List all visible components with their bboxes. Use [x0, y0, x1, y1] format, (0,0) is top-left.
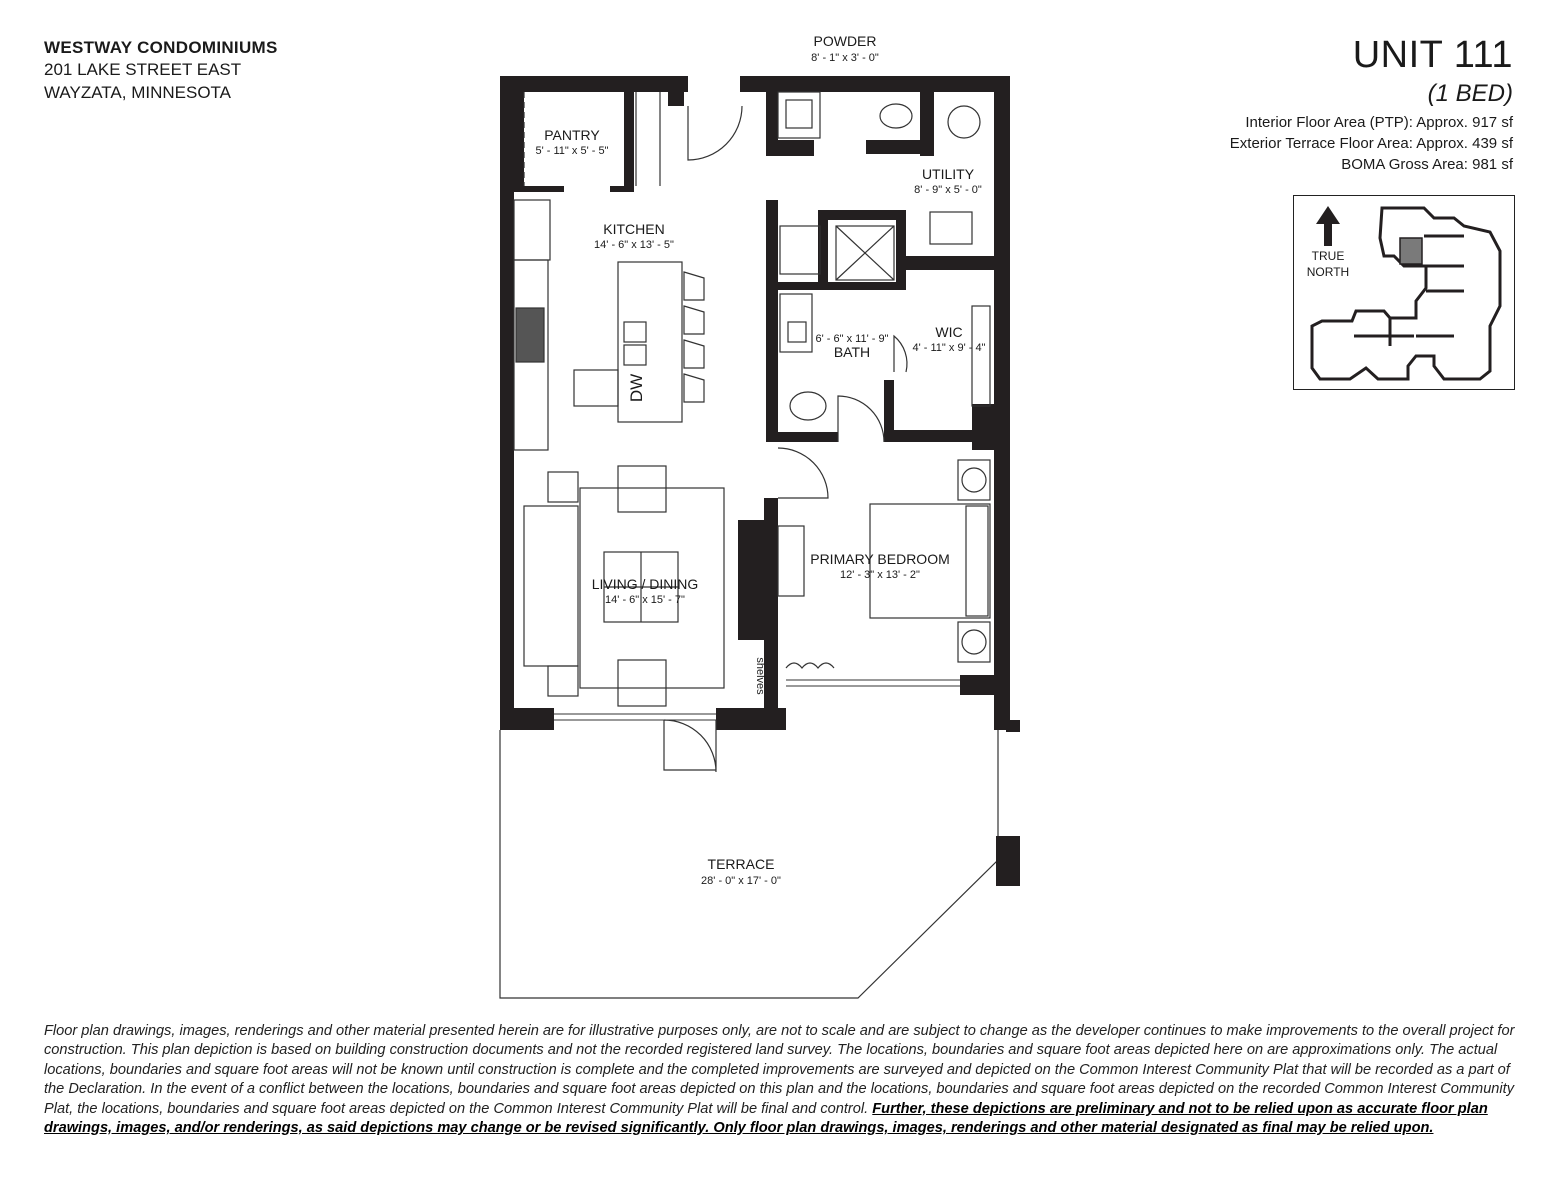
north-label-line-1: TRUE [1311, 249, 1345, 263]
kitchen-label: KITCHEN [603, 221, 665, 237]
wic-dim: 4' - 11" x 9' - 4" [912, 342, 986, 354]
kitchen-dim: 14' - 6" x 13' - 5" [594, 239, 674, 251]
terrace-label: TERRACE [707, 856, 775, 872]
bedroom-label: PRIMARY BEDROOM [810, 551, 950, 567]
wic-label: WIC [935, 324, 963, 340]
building-footprint [1312, 208, 1500, 379]
pantry-dim: 5' - 11" x 5' - 5" [535, 145, 609, 157]
living-dim: 14' - 6" x 15' - 7" [605, 594, 685, 606]
shelves-label: shelves [754, 657, 766, 695]
bedroom-dim: 12' - 3" x 13' - 2" [840, 569, 920, 581]
boma-area [1230, 154, 1513, 175]
project-name: WESTWAY CONDOMINIUMS [44, 38, 278, 57]
interior-area-label: Interior Floor Area (PTP): [1245, 114, 1413, 131]
north-arrow-icon [1316, 206, 1340, 246]
exterior-area-label: Exterior Terrace Floor Area: [1229, 135, 1413, 152]
pantry-label: PANTRY [544, 127, 600, 143]
address-line-2: WAYZATA, MINNESOTA [44, 83, 231, 102]
living-label: LIVING / DINING [591, 576, 699, 592]
disclaimer [44, 1022, 1519, 1138]
key-plan [1293, 195, 1515, 390]
unit-highlight [1400, 238, 1422, 264]
interior-area-value: Approx. 917 sf [1416, 114, 1513, 131]
utility-dim: 8' - 9" x 5' - 0" [914, 184, 982, 196]
utility-label: UTILITY [921, 166, 975, 182]
powder-dim: 8' - 1" x 3' - 0" [811, 52, 879, 64]
disclaimer-text: Floor plan drawings, images, renderings and other material presented herein are for illustrative purposes only, are not to scale and are subject to change as the developer continues to make improvements to the overall project for construction. This plan depiction is based on building construction documents and not the recorded registered land survey. The locations, boundaries and square foot areas depicted here on are approximations only. The actual locations, boundaries and square foot areas will not be known until construction is complete and the completed improvements are surveyed and depicted on the Common Interest Community Plat that will be recorded as a part of the Declaration. In the event of a conflict between the locations, boundaries and square foot areas depicted on this plan and the locations, boundaries and square foot areas depicted on the recorded Common Interest Community Plat, the locations, boundaries and square foot areas depicted on the Common Interest Community Plat will be final and control. [44, 1023, 1515, 1117]
unit-subtitle: (1 BED) [1427, 80, 1513, 107]
key-plan-drawing [1294, 196, 1514, 389]
bath-label: BATH [833, 344, 871, 360]
exterior-area [1230, 133, 1513, 154]
bath-dim: 6' - 6" x 11' - 9" [815, 333, 889, 345]
boma-area-label: BOMA Gross Area: [1341, 156, 1468, 173]
address-line-1: 201 LAKE STREET EAST [44, 60, 242, 79]
disclaimer-bold-text: Further, these depictions are preliminary and not to be relied upon as accurate floor plan drawings, images, and/or renderings, as said depictions may change or be revised significantly. Only floor plan drawings, images, renderings and other material designated as final may be relied upon. [44, 1100, 1488, 1137]
unit-info [1230, 34, 1513, 175]
interior-area [1230, 112, 1513, 133]
dishwasher-label: DW [627, 373, 646, 403]
powder-label: POWDER [813, 33, 877, 49]
north-label-line-2: NORTH [1306, 265, 1350, 279]
exterior-area-value: Approx. 439 sf [1416, 135, 1513, 152]
north-label [1302, 248, 1354, 280]
unit-title: UNIT 111 [1352, 34, 1513, 76]
terrace-dim: 28' - 0" x 17' - 0" [701, 875, 781, 887]
boma-area-value: 981 sf [1472, 156, 1513, 173]
